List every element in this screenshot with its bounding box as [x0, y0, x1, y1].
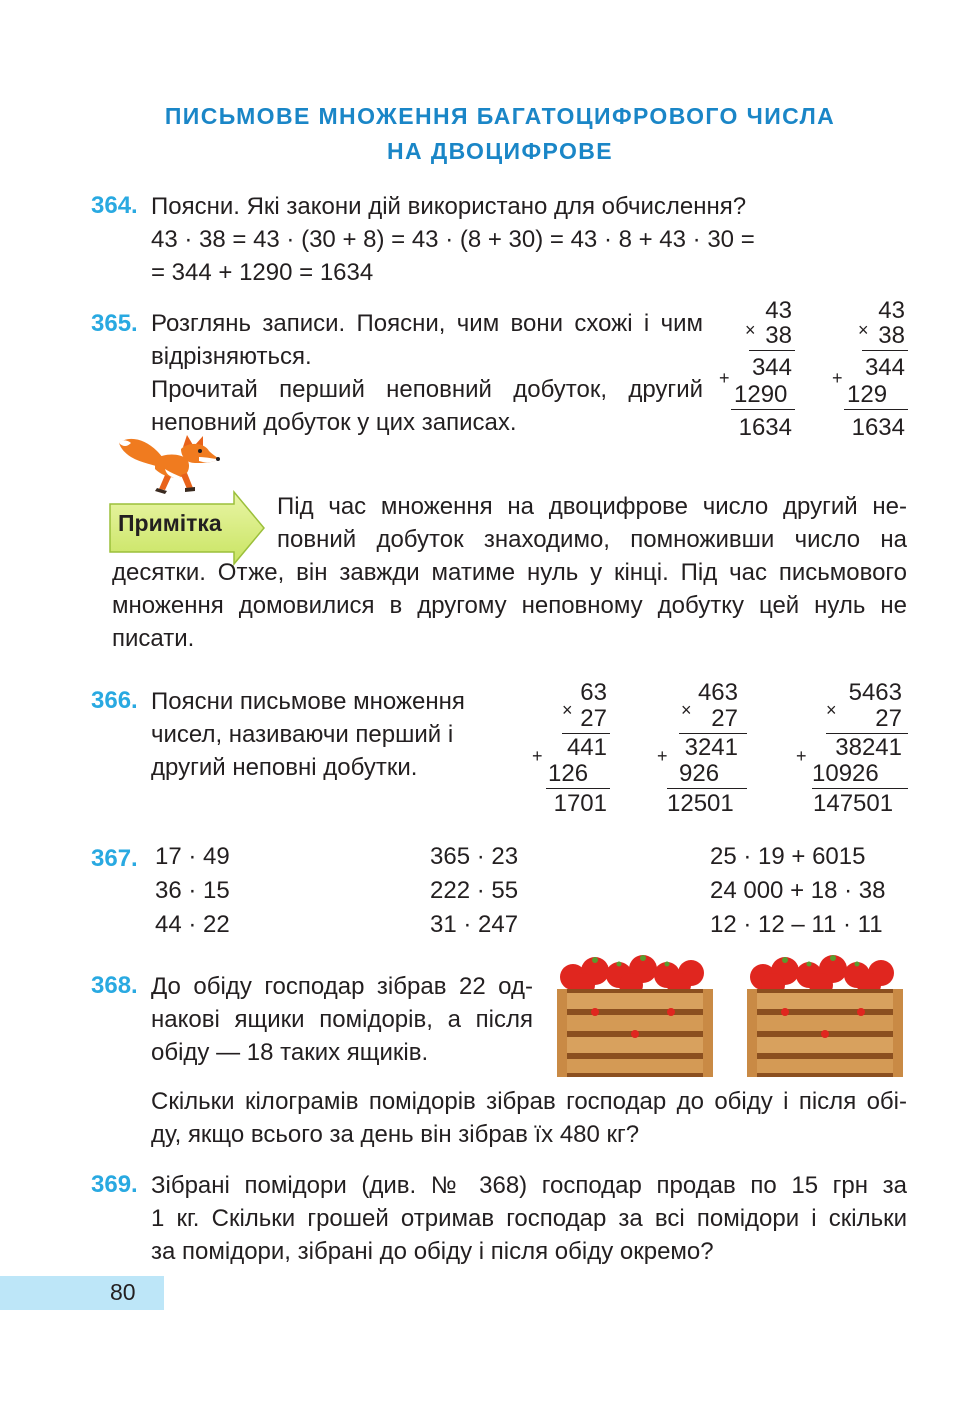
exercise-364-line: = 344 + 1290 = 1634: [151, 259, 374, 286]
note-text-bottom: [112, 556, 907, 655]
partial-product-1: 344: [751, 354, 792, 381]
underline: [731, 409, 795, 410]
multiplier: 27: [711, 705, 738, 732]
expression: 17 · 49: [155, 843, 230, 870]
plus-sign: +: [796, 746, 807, 766]
multiplicand: 43: [765, 297, 792, 324]
product-result: 1634: [851, 414, 905, 441]
exercise-368-line: До обіду господар зібрав 22 од-: [151, 973, 533, 1000]
exercise-365-line: Прочитай перший неповний добуток, другий: [151, 376, 703, 403]
product-result: 1634: [738, 414, 792, 441]
expression: 365 · 23: [430, 843, 519, 870]
expression: 12 · 12 – 11 · 11: [710, 911, 883, 938]
note-line: десятки. Отже, він завжди матиме нуль у кінці. Під час письмового: [112, 559, 907, 586]
multiplier: 38: [765, 322, 792, 349]
note-line: множення домовилися в другому неповному добутку цей нуль не: [112, 592, 907, 619]
exercise-365-line: відрізняються.: [151, 343, 312, 370]
exercise-365-line: неповний добуток у цих записах.: [151, 409, 517, 436]
expression: 44 · 22: [155, 911, 230, 938]
product-result: 1701: [553, 790, 607, 817]
tomato-crate-icon: [745, 955, 905, 1080]
exercise-364-text: [151, 190, 755, 289]
section-title-line-2: НА ДВОЦИФРОВЕ: [387, 138, 613, 164]
underline: [862, 350, 908, 351]
exercise-365-line: Розглянь записи. Поясни, чим вони схожі і чим: [151, 310, 703, 337]
multiplicand: 43: [878, 297, 905, 324]
underline: [844, 409, 908, 410]
multiplier: 27: [875, 705, 902, 732]
exercise-number-365: 365.: [91, 310, 138, 337]
multiplicand: 463: [697, 679, 738, 706]
multiplier: 38: [878, 322, 905, 349]
exercise-366-line: чисел, називаючи перший і: [151, 721, 454, 748]
exercise-368-line: ду, якщо всього за день він зібрав їх 480 кг?: [151, 1121, 640, 1148]
exercise-365-text: [151, 307, 703, 439]
expression: 25 · 19 + 6015: [710, 843, 866, 870]
note-line: писати.: [112, 625, 195, 652]
exercise-369-line: за помідори, зібрані до обіду і після обіду окремо?: [151, 1238, 714, 1265]
exercise-368-line: накові ящики помідорів, а після: [151, 1006, 533, 1033]
exercise-number-369: 369.: [91, 1171, 138, 1198]
note-line: повний добуток знаходимо, помноживши число на: [277, 526, 907, 553]
partial-product-2: 129: [847, 381, 888, 408]
exercise-368-line: Скільки кілограмів помідорів зібрав господар до обіду і після обі-: [151, 1088, 907, 1115]
exercise-number-367: 367.: [91, 845, 138, 872]
underline: [546, 788, 610, 789]
exercise-366-text: [151, 685, 491, 784]
exercise-369-line: 1 кг. Скільки грошей отримав господар за всі помідори і скільки: [151, 1205, 907, 1232]
page-number: 80: [110, 1279, 136, 1305]
exercise-368-text: [151, 970, 533, 1069]
expression: 31 · 247: [430, 911, 519, 938]
note-label: Примітка: [118, 510, 222, 536]
product-result: 147501: [813, 790, 894, 817]
exercise-369-text: [151, 1169, 907, 1268]
multiplier: 27: [580, 705, 607, 732]
exercise-367-col-3: [710, 840, 885, 942]
exercise-368-question: [151, 1085, 907, 1151]
plus-sign: +: [657, 746, 668, 766]
exercise-368-line: обіду — 18 таких ящиків.: [151, 1039, 429, 1066]
fox-icon: [115, 433, 220, 495]
exercise-366-line: другий неповні добутки.: [151, 754, 418, 781]
tomato-crate-icon: [555, 955, 715, 1080]
partial-product-1: 38241: [835, 734, 902, 761]
partial-product-2: 926: [679, 760, 720, 787]
underline: [749, 350, 795, 351]
exercise-366-line: Поясни письмове множення: [151, 688, 465, 715]
exercise-364-line: 43 · 38 = 43 · (30 + 8) = 43 · (8 + 30) = 43 · 8 + 43 · 30 =: [151, 226, 755, 253]
expression: 222 · 55: [430, 877, 519, 904]
note-text-top: [277, 490, 907, 556]
multiply-sign: ×: [681, 700, 692, 720]
multiply-sign: ×: [562, 700, 573, 720]
expression: 36 · 15: [155, 877, 230, 904]
underline: [667, 788, 747, 789]
exercise-number-366: 366.: [91, 687, 138, 714]
multiply-sign: ×: [826, 700, 837, 720]
plus-sign: +: [532, 746, 543, 766]
exercise-367-col-1: [155, 840, 230, 942]
exercise-number-368: 368.: [91, 972, 138, 999]
expression: 24 000 + 18 · 38: [710, 877, 886, 904]
exercise-369-line: Зібрані помідори (див. № 368) господар продав по 15 грн за: [151, 1172, 907, 1199]
partial-product-2: 126: [548, 760, 589, 787]
multiply-sign: ×: [858, 320, 869, 340]
partial-product-1: 3241: [684, 734, 738, 761]
plus-sign: +: [719, 368, 730, 388]
product-result: 12501: [667, 790, 734, 817]
exercise-number-364: 364.: [91, 192, 138, 219]
partial-product-1: 441: [566, 734, 607, 761]
partial-product-2: 1290: [734, 381, 788, 408]
exercise-364-line: Поясни. Які закони дій використано для обчислення?: [151, 193, 747, 220]
multiply-sign: ×: [745, 320, 756, 340]
exercise-367-col-2: [430, 840, 518, 942]
note-line: Під час множення на двоцифрове число другий не-: [277, 493, 907, 520]
page-number-bar: [0, 1276, 164, 1310]
multiplicand: 63: [580, 679, 607, 706]
underline: [812, 788, 908, 789]
partial-product-2: 10926: [812, 760, 879, 787]
partial-product-1: 344: [864, 354, 905, 381]
section-title-line-1: ПИСЬМОВЕ МНОЖЕННЯ БАГАТОЦИФРОВОГО ЧИСЛА: [164, 103, 836, 129]
multiplicand: 5463: [848, 679, 902, 706]
plus-sign: +: [832, 368, 843, 388]
